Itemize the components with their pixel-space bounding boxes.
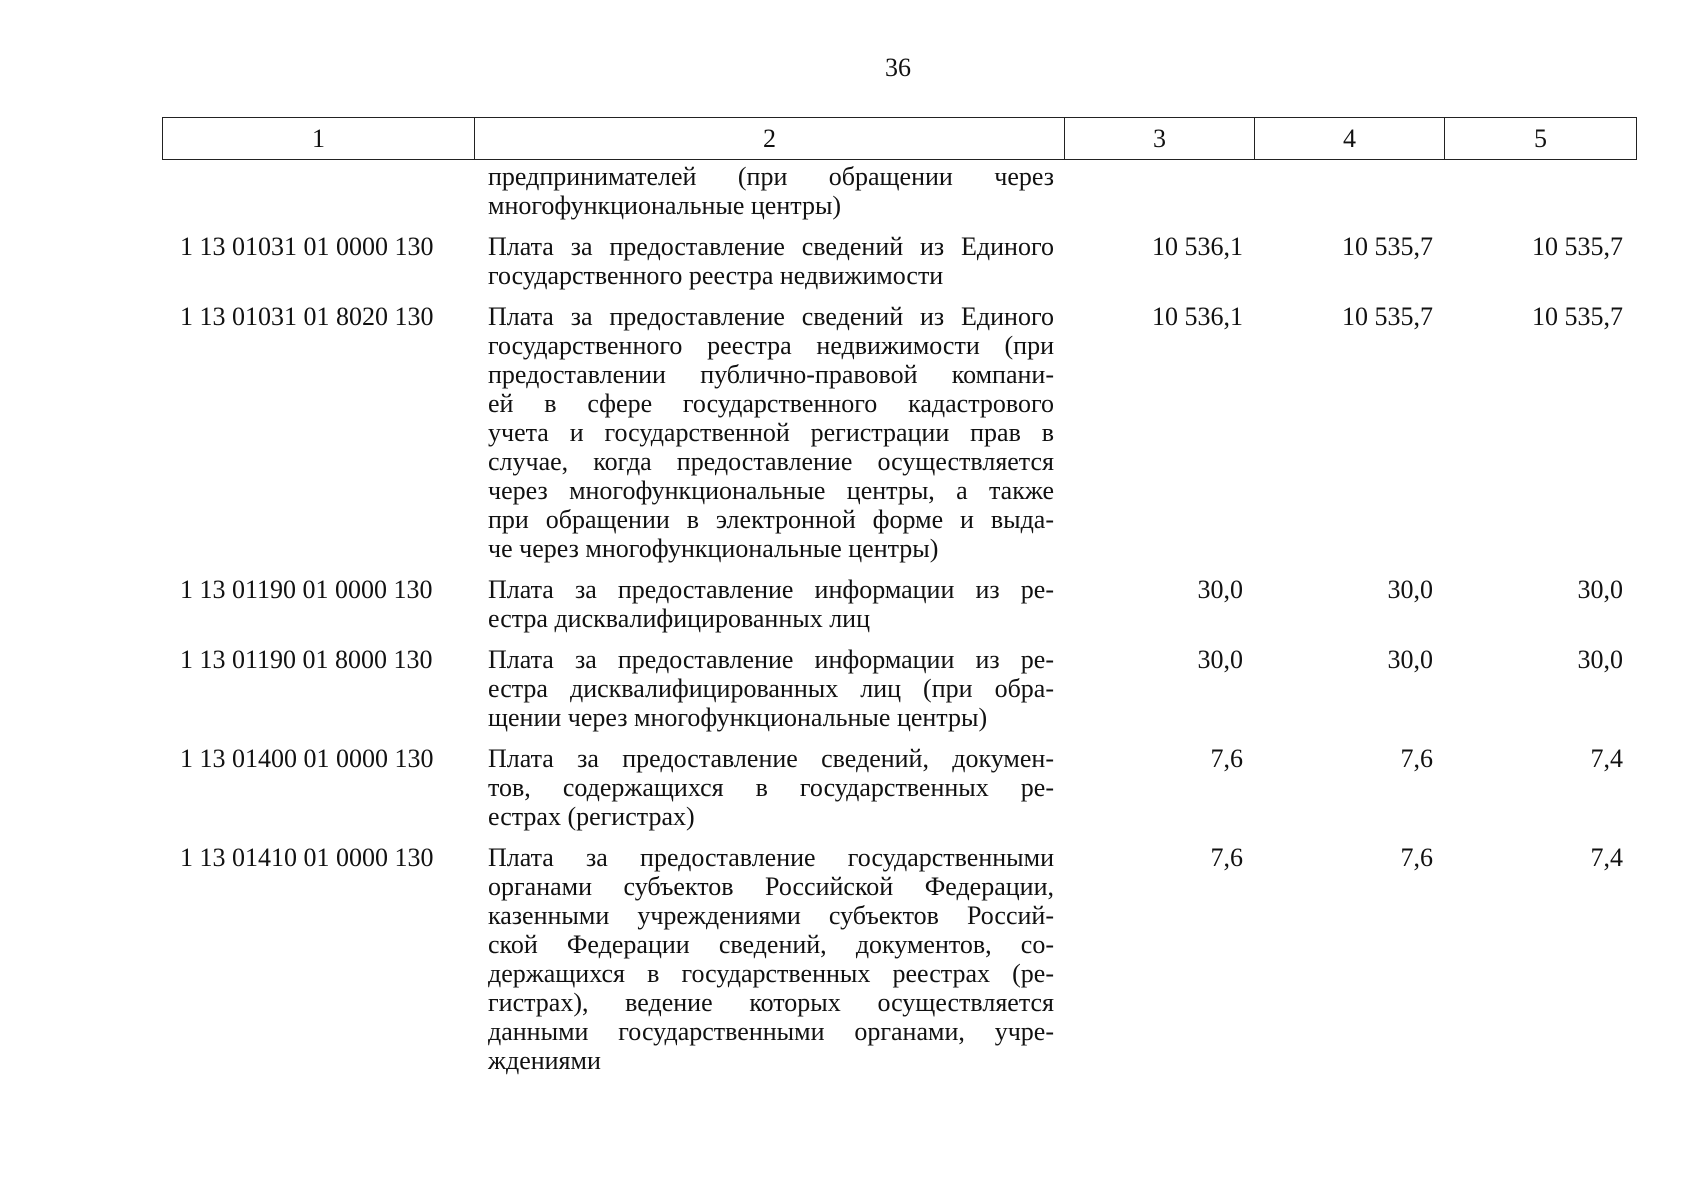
description-line: государственного реестра недвижимости — [488, 261, 944, 290]
description — [474, 744, 1064, 831]
description-line: ей в сфере государственного кадастрового — [488, 389, 1054, 418]
description-line: учета и государственной регистрации прав в — [488, 418, 1054, 447]
amount-col5: 30,0 — [1577, 575, 1623, 604]
description-line: Плата за предоставление сведений, докумен- — [488, 744, 1054, 773]
header-col-1: 1 — [163, 118, 475, 160]
revenue-code: 1 13 01031 01 0000 130 — [180, 232, 434, 261]
table-row — [162, 302, 1636, 563]
revenue-code: 1 13 01400 01 0000 130 — [180, 744, 434, 773]
table-row — [162, 232, 1636, 290]
description-line: Плата за предоставление сведений из Единого — [488, 232, 1054, 261]
amount-col5: 10 535,7 — [1532, 232, 1623, 261]
table-header — [162, 117, 1637, 160]
description-line: естра дисквалифицированных лиц (при обра- — [488, 674, 1054, 703]
description-line: щении через многофункциональные центры) — [488, 703, 988, 732]
description-line: Плата за предоставление информации из ре- — [488, 575, 1054, 604]
amount-col3: 10 536,1 — [1152, 232, 1243, 261]
amount-col5: 7,4 — [1590, 744, 1623, 773]
amount-col3: 30,0 — [1197, 645, 1243, 674]
header-col-4: 4 — [1255, 118, 1445, 160]
description-line: случае, когда предоставление осуществляется — [488, 447, 1054, 476]
page-number: 36 — [885, 53, 911, 82]
description-line: предпринимателей (при обращении через — [488, 162, 1054, 191]
amount-col3: 10 536,1 — [1152, 302, 1243, 331]
table-body — [162, 162, 1636, 1087]
header-col-2: 2 — [475, 118, 1065, 160]
revenue-code: 1 13 01190 01 0000 130 — [180, 575, 433, 604]
amount-col4: 10 535,7 — [1342, 302, 1433, 331]
revenue-code: 1 13 01190 01 8000 130 — [180, 645, 433, 674]
description-line: государственного реестра недвижимости (при — [488, 331, 1054, 360]
description — [474, 575, 1064, 633]
description — [474, 302, 1064, 563]
amount-col4: 10 535,7 — [1342, 232, 1433, 261]
header-col-5: 5 — [1445, 118, 1637, 160]
description-line: предоставлении публично-правовой компани- — [488, 360, 1054, 389]
description-line: гистрах), ведение которых осуществляется — [488, 988, 1054, 1017]
table-row — [162, 162, 1636, 220]
description-line: казенными учреждениями субъектов Россий- — [488, 901, 1054, 930]
amount-col4: 30,0 — [1387, 645, 1433, 674]
description-line: ждениями — [488, 1046, 601, 1075]
table-row — [162, 645, 1636, 732]
description-line: многофункциональные центры) — [488, 191, 842, 220]
description-line: держащихся в государственных реестрах (ре- — [488, 959, 1054, 988]
amount-col5: 30,0 — [1577, 645, 1623, 674]
description-line: естра дисквалифицированных лиц — [488, 604, 871, 633]
header-row — [163, 118, 1637, 160]
amount-col5: 7,4 — [1590, 843, 1623, 872]
description — [474, 645, 1064, 732]
description-line: ской Федерации сведений, документов, со- — [488, 930, 1054, 959]
description-line: данными государственными органами, учре- — [488, 1017, 1054, 1046]
amount-col3: 30,0 — [1197, 575, 1243, 604]
amount-col3: 7,6 — [1210, 843, 1243, 872]
table-row — [162, 843, 1636, 1075]
description — [474, 162, 1064, 220]
table-row — [162, 575, 1636, 633]
amount-col5: 10 535,7 — [1532, 302, 1623, 331]
description-line: через многофункциональные центры, а также — [488, 476, 1054, 505]
amount-col4: 7,6 — [1400, 843, 1433, 872]
description-line: органами субъектов Российской Федерации, — [488, 872, 1054, 901]
amount-col3: 7,6 — [1210, 744, 1243, 773]
description-line: Плата за предоставление информации из ре- — [488, 645, 1054, 674]
description — [474, 232, 1064, 290]
description-line: Плата за предоставление государственными — [488, 843, 1054, 872]
description-line: тов, содержащихся в государственных ре- — [488, 773, 1054, 802]
description-line: Плата за предоставление сведений из Единого — [488, 302, 1054, 331]
header-col-3: 3 — [1065, 118, 1255, 160]
description-line: при обращении в электронной форме и выда- — [488, 505, 1054, 534]
description-line: естрах (регистрах) — [488, 802, 695, 831]
revenue-code: 1 13 01031 01 8020 130 — [180, 302, 434, 331]
revenue-code: 1 13 01410 01 0000 130 — [180, 843, 434, 872]
amount-col4: 30,0 — [1387, 575, 1433, 604]
amount-col4: 7,6 — [1400, 744, 1433, 773]
table-row — [162, 744, 1636, 831]
description — [474, 843, 1064, 1075]
description-line: че через многофункциональные центры) — [488, 534, 939, 563]
